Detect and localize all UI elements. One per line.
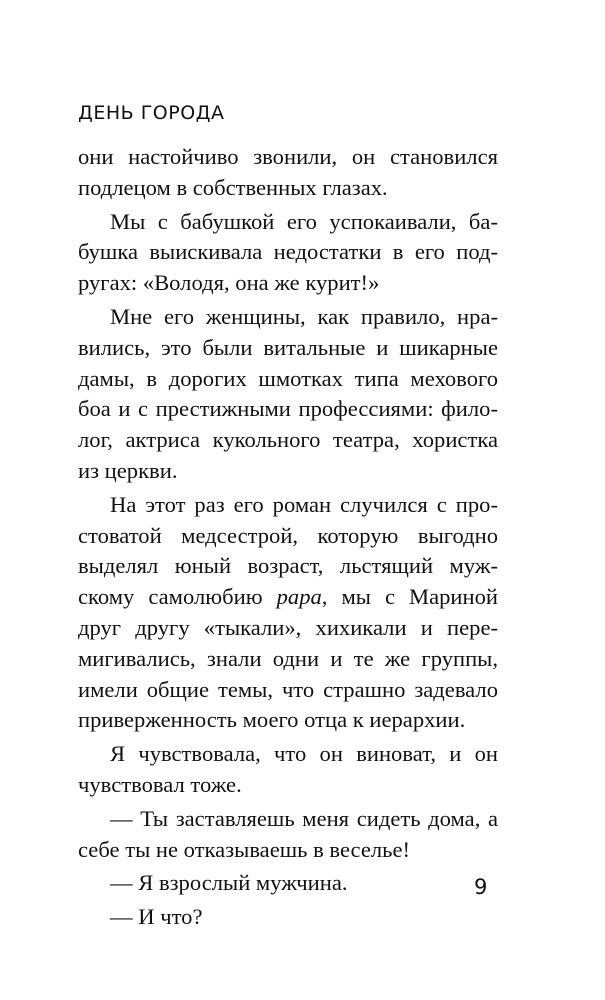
text-line: Я чувствовала, что он виноват, и он [110, 741, 498, 767]
text-line: чувствовал тоже. [78, 771, 242, 797]
text-line: бушка выискивала недостатки в его под- [78, 239, 498, 265]
text-line: друг другу «тыкали», хихикали и пере- [78, 614, 498, 640]
italic-word: papa [276, 584, 322, 610]
text-line: Мне его женщины, как правило, нра- [110, 303, 498, 329]
text-line: На этот раз его роман случился с про- [110, 491, 498, 517]
text-line: имели общие темы, что страшно задевало [78, 676, 498, 702]
text-line-mixed [78, 582, 498, 613]
text-line: мигивались, знали одни и те же группы, [78, 645, 498, 671]
dialogue-line: себе ты не отказываешь в веселье! [78, 836, 411, 862]
text-segment: , мы с Мариной [321, 584, 498, 610]
text-segment: скому самолюбию [78, 584, 277, 610]
dialogue-line: — И что? [110, 904, 203, 930]
text-line: ругах: «Володя, она же курит!» [78, 270, 380, 296]
running-head: ДЕНЬ ГОРОДА [78, 102, 225, 124]
text-line: приверженность моего отца к иерархии. [78, 707, 466, 733]
text-line: из церкви. [78, 457, 178, 483]
text-line: вились, это были витальные и шикарные [78, 334, 498, 360]
text-line: стоватой медсестрой, которую выгодно [78, 522, 498, 548]
text-line: лог, актриса кукольного театра, хористка [78, 427, 498, 453]
body-text [78, 142, 498, 933]
dialogue-line: — Ты заставляешь меня сидеть дома, а [110, 805, 498, 831]
text-line: выделял юный возраст, льстящий муж- [78, 553, 498, 579]
text-line: подлецом в собственных глазах. [78, 174, 388, 200]
text-line: дамы, в дорогих шмотках типа мехового [78, 365, 498, 391]
text-line: они настойчиво звонили, он становился [78, 144, 498, 169]
text-line: Мы с бабушкой его успокаивали, ба- [110, 208, 498, 234]
page-number: 9 [474, 875, 488, 899]
dialogue-line: — Я взрослый мужчина. [110, 870, 348, 896]
text-line: боа и с престижными профессиями: фило- [78, 396, 498, 422]
